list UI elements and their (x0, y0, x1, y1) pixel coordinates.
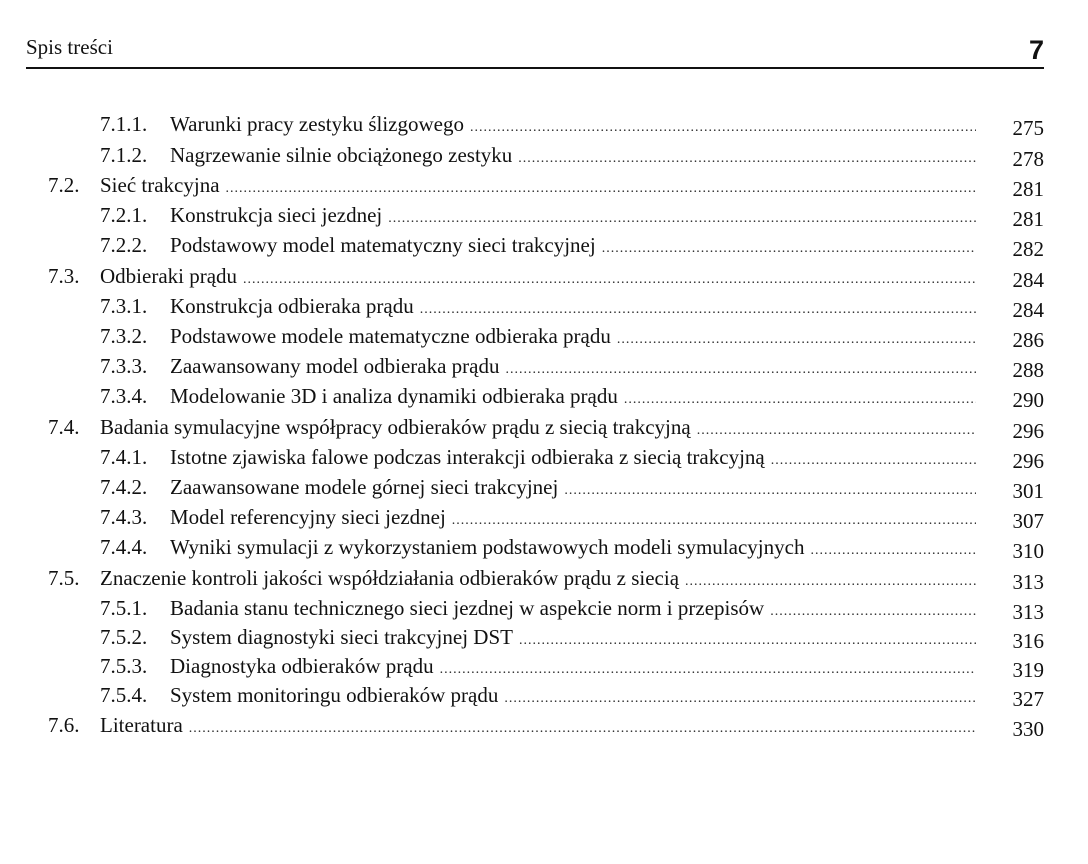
toc-entry-number: 7.2. (48, 173, 80, 197)
toc-entry (100, 141, 976, 169)
toc-dot-leader (810, 537, 976, 565)
toc-entry (100, 382, 976, 410)
toc-entry-page: 288 (1012, 358, 1044, 382)
toc-entry-title: Znaczenie kontroli jakości współdziałania odbieraków prądu z siecią (100, 566, 680, 590)
toc-entry (100, 231, 976, 259)
toc-entry (100, 443, 976, 471)
toc-entry (100, 652, 976, 680)
toc-entry-number: 7.6. (48, 713, 80, 737)
toc-entry-title: System monitoringu odbieraków prądu (170, 683, 499, 707)
toc-entry-title: Model referencyjny sieci jezdnej (170, 505, 446, 529)
toc-dot-leader (617, 326, 976, 354)
toc-entry (100, 594, 976, 622)
toc-dot-leader (685, 568, 976, 596)
toc-entry-number: 7.4.3. (100, 505, 148, 529)
toc-entry-page: 301 (1012, 479, 1044, 503)
toc-dot-leader (564, 477, 976, 505)
toc-entry (48, 262, 976, 290)
toc-entry-number: 7.5.3. (100, 654, 148, 678)
toc-entry (100, 110, 976, 138)
toc-entry-number: 7.4. (48, 415, 80, 439)
toc-entry (100, 623, 976, 651)
toc-entry-title: Wyniki symulacji z wykorzystaniem podstawowych modeli symulacyjnych (170, 535, 805, 559)
toc-entry (100, 292, 976, 320)
toc-entry-page: 278 (1012, 147, 1044, 171)
toc-dot-leader (388, 205, 976, 233)
toc-entry-number: 7.5.4. (100, 683, 148, 707)
toc-entry-number: 7.4.2. (100, 475, 148, 499)
toc-entry (100, 322, 976, 350)
toc-entry (48, 171, 976, 199)
toc-entry-page: 327 (1012, 687, 1044, 711)
toc-entry-number: 7.2.1. (100, 203, 148, 227)
toc-entry-page: 282 (1012, 237, 1044, 261)
toc-entry-title: Nagrzewanie silnie obciążonego zestyku (170, 143, 513, 167)
toc-entry-number: 7.1.2. (100, 143, 148, 167)
toc-entry (100, 681, 976, 709)
toc-entry-number: 7.3. (48, 264, 80, 288)
toc-entry-title: Podstawowy model matematyczny sieci trakcyjnej (170, 233, 596, 257)
toc-entry-number: 7.3.3. (100, 354, 148, 378)
toc-entry-number: 7.3.2. (100, 324, 148, 348)
toc-dot-leader (771, 447, 976, 475)
toc-entry-page: 290 (1012, 388, 1044, 412)
toc-dot-leader (602, 235, 976, 263)
toc-dot-leader (518, 145, 976, 173)
toc-entry-title: Badania stanu technicznego sieci jezdnej w aspekcie norm i przepisów (170, 596, 765, 620)
toc-entry-page: 313 (1012, 600, 1044, 624)
toc-entry-page: 296 (1012, 449, 1044, 473)
toc-entry-title: System diagnostyki sieci trakcyjnej DST (170, 625, 513, 649)
toc-entry-title: Zaawansowany model odbieraka prądu (170, 354, 500, 378)
toc-dot-leader (420, 296, 976, 324)
toc-dot-leader (226, 175, 976, 203)
toc-entry-title: Badania symulacyjne współpracy odbieraków prądu z siecią trakcyjną (100, 415, 691, 439)
toc-dot-leader (440, 656, 976, 684)
toc-dot-leader (504, 685, 976, 713)
toc-dot-leader (519, 627, 976, 655)
toc-entry-number: 7.4.4. (100, 535, 148, 559)
toc-dot-leader (624, 386, 976, 414)
toc-entry (48, 413, 976, 441)
toc-entry-page: 281 (1012, 207, 1044, 231)
toc-entry-page: 313 (1012, 570, 1044, 594)
toc-entry-title: Sieć trakcyjna (100, 173, 220, 197)
toc-dot-leader (770, 598, 976, 626)
toc-entry-page: 275 (1012, 116, 1044, 140)
toc-entry-number: 7.3.1. (100, 294, 148, 318)
toc-entry (100, 503, 976, 531)
toc-entry-number: 7.2.2. (100, 233, 148, 257)
toc-entry (100, 201, 976, 229)
running-head: Spis treści (26, 35, 113, 59)
toc-entry-title: Konstrukcja odbieraka prądu (170, 294, 414, 318)
toc-entry (100, 533, 976, 561)
toc-entry-number: 7.5.1. (100, 596, 148, 620)
toc-entry (100, 473, 976, 501)
toc-entry-title: Warunki pracy zestyku ślizgowego (170, 112, 464, 136)
toc-entry-page: 310 (1012, 539, 1044, 563)
toc-entry-title: Modelowanie 3D i analiza dynamiki odbieraka prądu (170, 384, 618, 408)
toc-entry-title: Zaawansowane modele górnej sieci trakcyjnej (170, 475, 559, 499)
page-number: 7 (1028, 35, 1044, 65)
toc-entry (100, 352, 976, 380)
toc-entry-title: Odbieraki prądu (100, 264, 238, 288)
toc-dot-leader (697, 417, 976, 445)
toc-entry-title: Diagnostyka odbieraków prądu (170, 654, 434, 678)
toc-entry-page: 281 (1012, 177, 1044, 201)
toc-entry (48, 711, 976, 739)
toc-dot-leader (470, 114, 976, 142)
toc-entry-number: 7.5. (48, 566, 80, 590)
toc-entry-page: 284 (1012, 268, 1044, 292)
toc-entry-page: 316 (1012, 629, 1044, 653)
toc-entry-title: Literatura (100, 713, 183, 737)
toc-entry-page: 296 (1012, 419, 1044, 443)
toc-entry (48, 564, 976, 592)
toc-dot-leader (189, 715, 976, 743)
toc-entry-number: 7.5.2. (100, 625, 148, 649)
toc-entry-number: 7.1.1. (100, 112, 148, 136)
toc-entry-page: 330 (1012, 717, 1044, 741)
toc-entry-page: 319 (1012, 658, 1044, 682)
toc-entry-title: Podstawowe modele matematyczne odbieraka prądu (170, 324, 611, 348)
header-rule (26, 67, 1044, 69)
toc-dot-leader (505, 356, 976, 384)
toc-entry-number: 7.4.1. (100, 445, 148, 469)
toc-entry-page: 286 (1012, 328, 1044, 352)
toc-entry-title: Istotne zjawiska falowe podczas interakcji odbieraka z siecią trakcyjną (170, 445, 765, 469)
toc-dot-leader (452, 507, 976, 535)
toc-entry-page: 284 (1012, 298, 1044, 322)
toc-entry-number: 7.3.4. (100, 384, 148, 408)
toc-entry-page: 307 (1012, 509, 1044, 533)
toc-dot-leader (243, 266, 976, 294)
toc-entry-title: Konstrukcja sieci jezdnej (170, 203, 383, 227)
